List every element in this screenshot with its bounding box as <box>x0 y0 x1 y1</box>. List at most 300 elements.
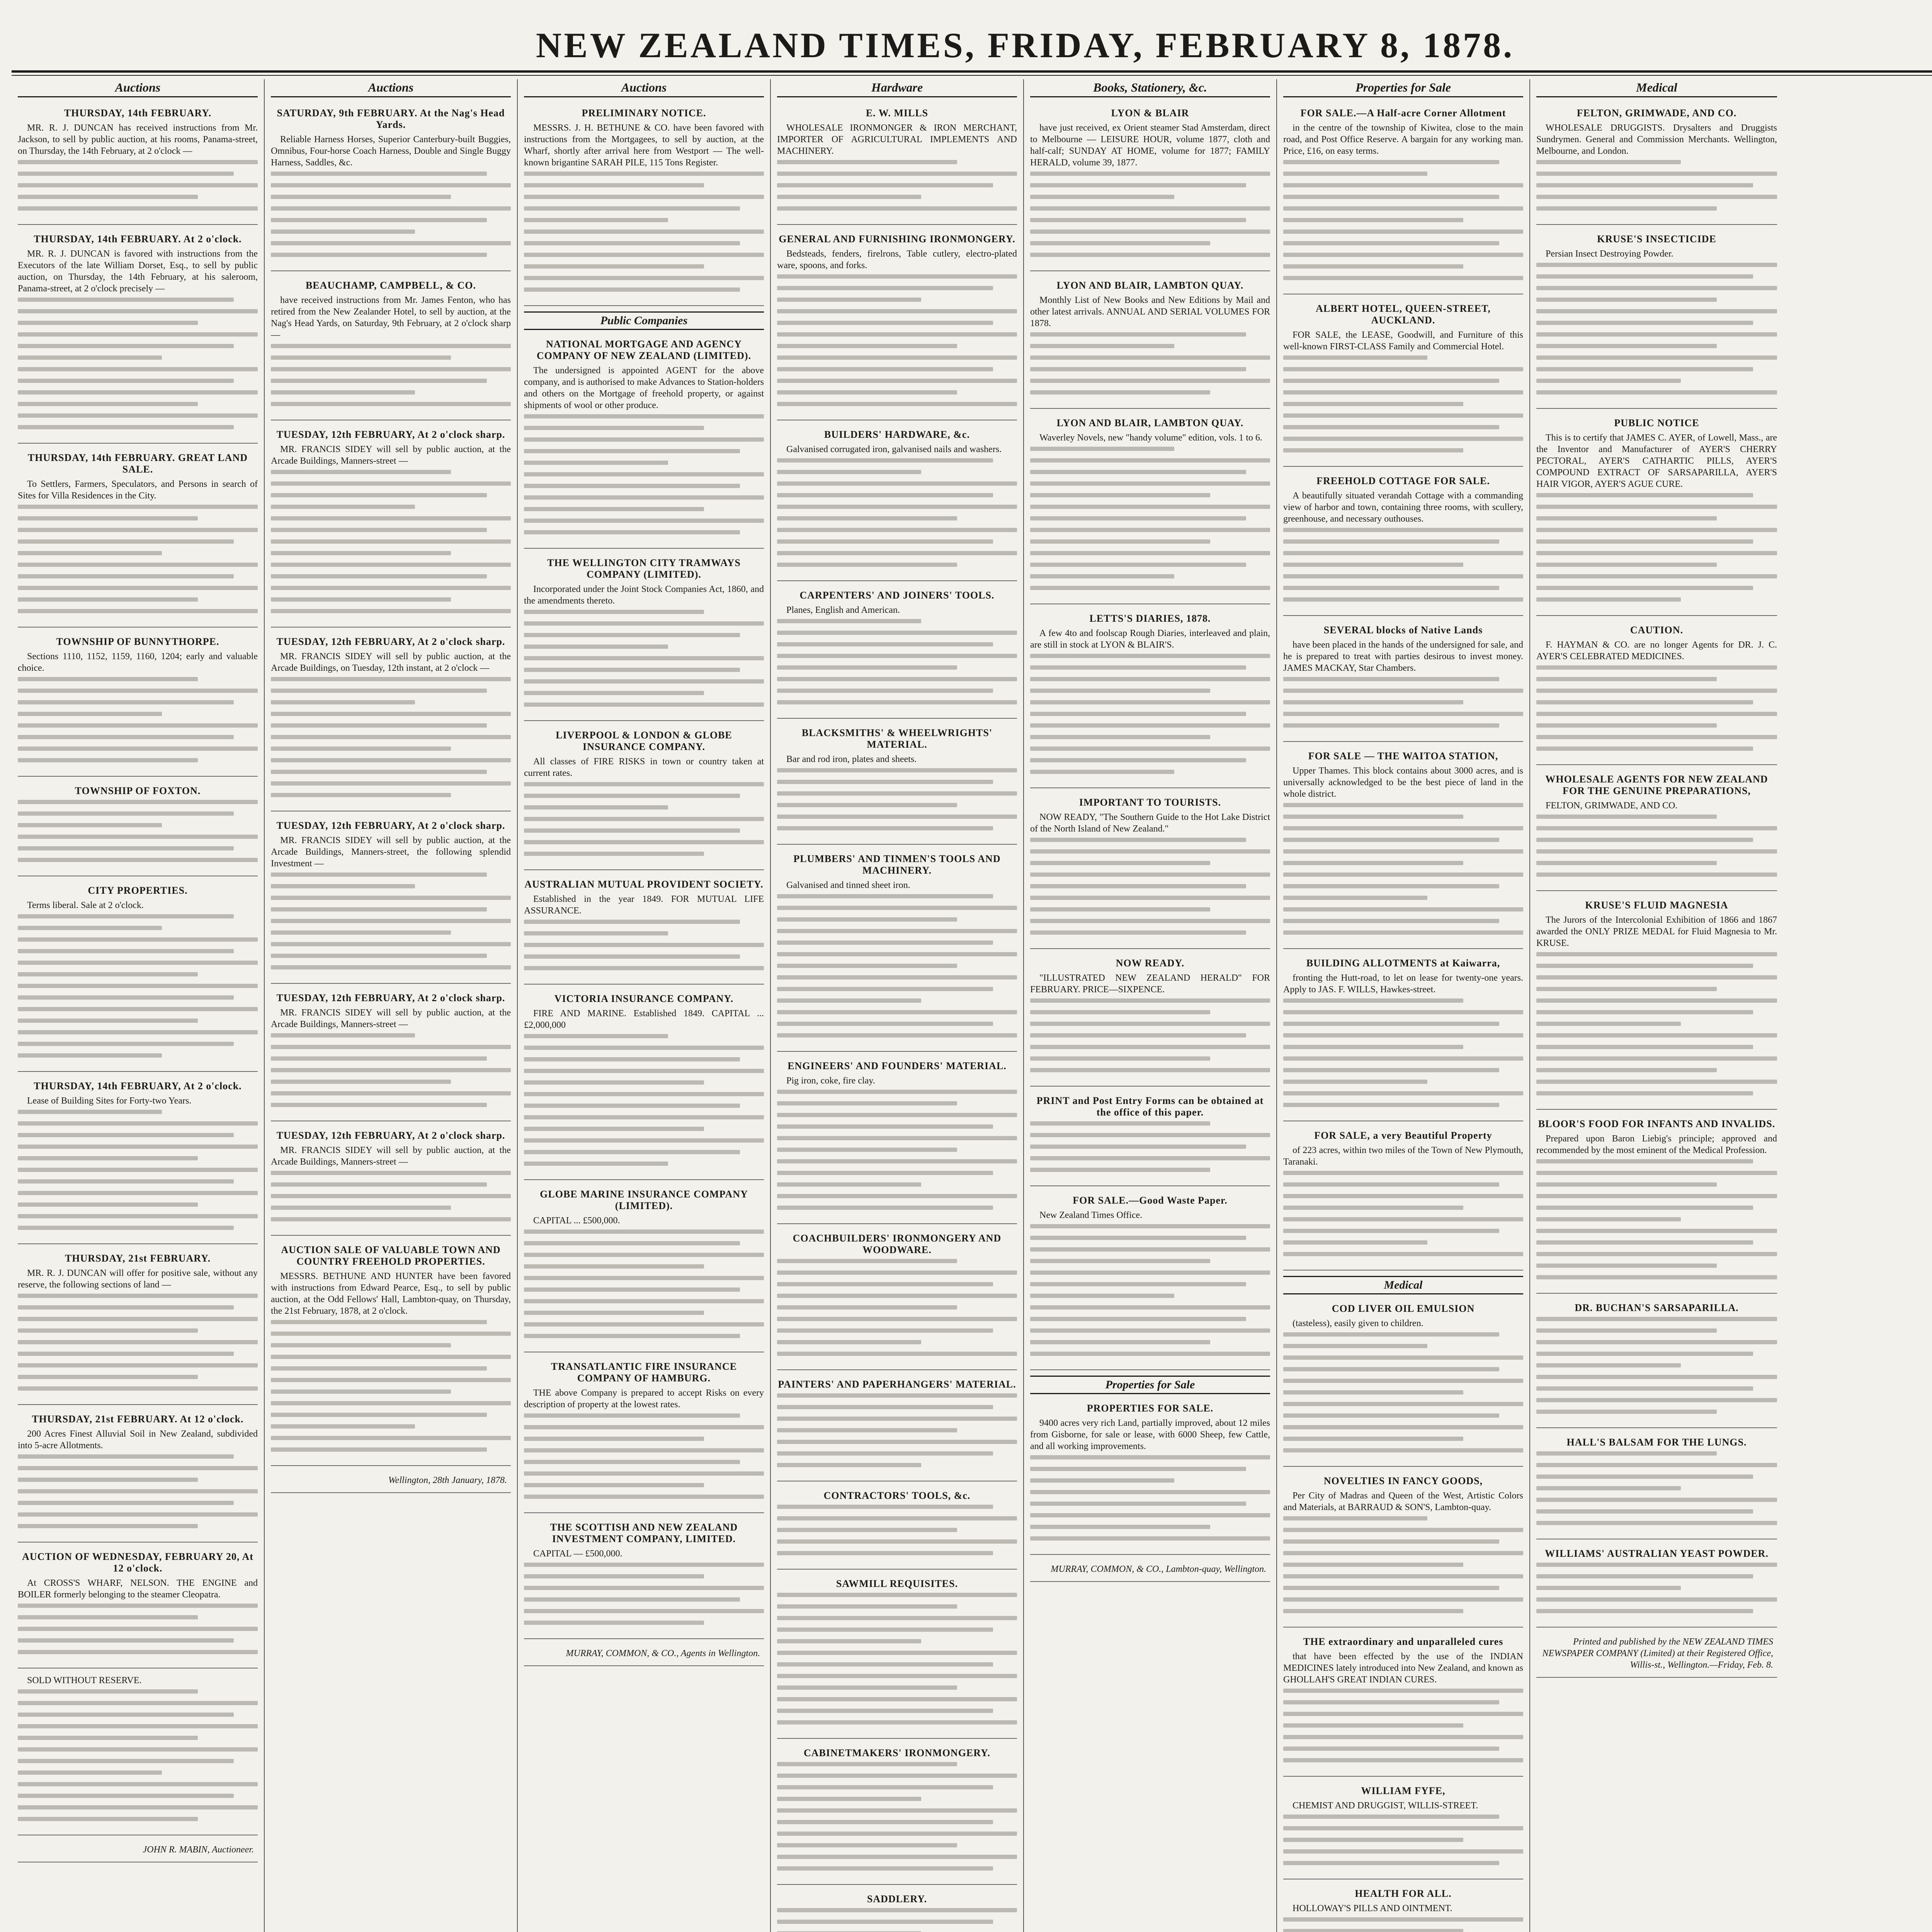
small-print-line <box>1030 758 1246 762</box>
small-print-line <box>524 794 740 798</box>
advertisement <box>271 1125 511 1236</box>
small-print-line <box>271 735 511 739</box>
small-print-line <box>777 1148 957 1152</box>
small-print-line <box>1283 930 1523 935</box>
ad-heading: WILLIAMS' AUSTRALIAN YEAST POWDER. <box>1545 1548 1769 1559</box>
small-print-line <box>1030 172 1270 176</box>
ad-body: Waverley Novels, new "handy volume" edition, vols. 1 to 6. <box>1039 433 1262 443</box>
small-print-line <box>271 206 511 211</box>
ad-heading: KRUSE'S FLUID MAGNESIA <box>1585 900 1728 911</box>
advertisement <box>524 1184 764 1352</box>
small-print-line <box>1283 1022 1499 1026</box>
small-print-line <box>1030 1536 1270 1541</box>
small-print-line <box>1536 321 1753 325</box>
small-print-line <box>271 241 511 245</box>
advertisement <box>18 1409 258 1543</box>
small-print-line <box>1030 493 1210 497</box>
advertisement <box>18 447 258 628</box>
small-print-line <box>524 449 740 453</box>
advertisement <box>1283 1471 1523 1628</box>
small-print-line <box>1030 1168 1210 1172</box>
small-print-line <box>1536 1171 1777 1175</box>
signature-text: Wellington, 28th January, 1878. <box>388 1475 507 1485</box>
small-print-line <box>1030 206 1270 211</box>
small-print-line <box>1030 528 1270 532</box>
small-print-line <box>1536 1022 1681 1026</box>
small-print-line <box>777 321 993 325</box>
small-print-line <box>18 1030 258 1034</box>
small-print-line <box>1283 1390 1463 1395</box>
small-print-line <box>18 689 258 693</box>
small-print-line <box>524 621 764 626</box>
small-print-line <box>1536 861 1717 865</box>
ad-heading: PUBLIC NOTICE <box>1614 417 1699 429</box>
small-print-line <box>524 782 764 786</box>
small-print-line <box>1536 390 1777 395</box>
ad-body: NOW READY, "The Southern Guide to the Hot Lake District of the North Island of New Zealand." <box>1030 812 1270 834</box>
small-print-line <box>271 1091 511 1095</box>
small-print-line <box>777 390 957 395</box>
small-print-line <box>1030 516 1246 520</box>
small-print-line <box>18 1817 198 1821</box>
small-print-line <box>777 1908 1017 1912</box>
small-print-line <box>1030 183 1246 187</box>
ad-body: A beautifully situated verandah Cottage with a commanding view of harbor and town, containing three rooms, with scullery, greenhouse, and necessary outhouses. <box>1283 491 1523 524</box>
small-print-line <box>1536 1194 1777 1198</box>
small-print-line <box>1536 838 1753 842</box>
small-print-line <box>777 1294 1017 1298</box>
advertisement <box>18 1672 258 1835</box>
small-print-line <box>271 1343 451 1347</box>
small-print-line <box>1283 1586 1499 1590</box>
small-print-line <box>18 1724 258 1728</box>
small-print-line <box>18 1328 198 1333</box>
small-print-line <box>18 355 162 360</box>
small-print-line <box>524 1057 740 1061</box>
small-print-line <box>18 700 234 704</box>
small-print-line <box>1536 1410 1717 1414</box>
small-print-line <box>777 619 921 623</box>
ad-heading: AUCTION OF WEDNESDAY, FEBRUARY 20, At 12 o'clock. <box>22 1551 253 1574</box>
small-print-line <box>524 230 764 234</box>
small-print-line <box>777 1328 993 1333</box>
small-print-line <box>1283 1747 1499 1751</box>
advertisement <box>777 1374 1017 1481</box>
small-print-line <box>777 298 921 302</box>
small-print-line <box>18 390 258 395</box>
small-print-line <box>1030 458 1270 463</box>
small-print-line <box>777 1528 957 1532</box>
small-print-line <box>1030 344 1174 348</box>
column-footer <box>18 1839 258 1862</box>
small-print-line <box>271 390 415 395</box>
small-print-line <box>271 758 511 762</box>
column-7 <box>1530 79 1783 1932</box>
ad-body: in the centre of the township of Kiwitea, close to the main road, and Post Office Reserve. A bargain for any working man. Price, £16, on easy terms. <box>1283 123 1523 156</box>
small-print-line <box>1283 1826 1523 1830</box>
small-print-line <box>777 780 993 784</box>
small-print-line <box>524 461 668 465</box>
small-print-line <box>1030 1068 1270 1072</box>
small-print-line <box>18 1805 258 1810</box>
ad-body: MESSRS. BETHUNE AND HUNTER have been favored with instructions from Edward Pearce, Esq., to sell by public auction, at the Odd Fellows' Hall, Lambton-quay, on Thursday, the 21st February, 1878, at 2 o'clock. <box>271 1271 511 1316</box>
small-print-line <box>1283 1539 1499 1544</box>
small-print-line <box>271 1068 511 1072</box>
ad-body: MR. R. J. DUNCAN is favored with instructions from the Executors of the late William Dorset, Esq., to sell by public auction, on Thursday, the 14th February, at his saleroom, Panama-street, at 2 o'clock precisely — <box>18 249 258 294</box>
small-print-line <box>1536 1010 1753 1014</box>
small-print-line <box>1030 770 1174 774</box>
column-6 <box>1277 79 1530 1932</box>
column-2 <box>265 79 518 1932</box>
ad-heading: NATIONAL MORTGAGE AND AGENCY COMPANY OF NEW ZEALAND (LIMITED). <box>536 338 752 361</box>
small-print-line <box>1283 815 1463 819</box>
small-print-line <box>1030 1247 1270 1252</box>
ad-body: MR. FRANCIS SIDEY will sell by public auction, at the Arcade Buildings, Manners-street — <box>271 1008 511 1029</box>
ad-heading: CITY PROPERTIES. <box>88 885 188 896</box>
small-print-line <box>18 1501 234 1505</box>
small-print-line <box>18 1110 162 1114</box>
small-print-line <box>18 1512 258 1517</box>
small-print-line <box>1283 1182 1499 1187</box>
small-print-line <box>1030 1236 1246 1240</box>
small-print-line <box>1283 677 1499 681</box>
ad-heading: AUCTION SALE OF VALUABLE TOWN AND COUNTRY FREEHOLD PROPERTIES. <box>281 1244 501 1267</box>
small-print-line <box>524 954 740 959</box>
signature-text: Printed and published by the NEW ZEALAND TIMES NEWSPAPER COMPANY (Limited) at their Registered Office, Willis-st., Wellington.—Friday, Feb. 8. <box>1542 1637 1773 1670</box>
advertisement <box>18 1248 258 1405</box>
small-print-line <box>1283 1355 1523 1360</box>
small-print-line <box>1030 586 1270 590</box>
small-print-line <box>777 1616 1017 1620</box>
small-print-line <box>1283 206 1523 211</box>
small-print-line <box>1536 379 1681 383</box>
small-print-line <box>524 805 668 810</box>
advertisement <box>777 1573 1017 1739</box>
advertisement <box>777 849 1017 1052</box>
small-print-line <box>777 1090 1017 1094</box>
small-print-line <box>271 505 415 509</box>
column-4 <box>771 79 1024 1932</box>
small-print-line <box>1536 505 1777 509</box>
small-print-line <box>777 1463 921 1467</box>
small-print-line <box>524 1241 740 1245</box>
small-print-line <box>1283 803 1523 807</box>
ad-body: THE above Company is prepared to accept Risks on every description of property at the lowest rates. <box>524 1388 764 1410</box>
small-print-line <box>1283 849 1523 854</box>
small-print-line <box>271 344 511 348</box>
ad-heading: CONTRACTORS' TOOLS, &c. <box>823 1490 971 1501</box>
small-print-line <box>524 943 764 947</box>
advertisement <box>271 815 511 984</box>
small-print-line <box>777 1124 993 1129</box>
small-print-line <box>1283 1240 1427 1245</box>
small-print-line <box>1283 437 1523 441</box>
small-print-line <box>1536 1317 1777 1321</box>
small-print-line <box>18 995 234 1000</box>
small-print-line <box>18 735 234 739</box>
small-print-line <box>18 677 198 681</box>
small-print-line <box>1283 367 1523 371</box>
ad-heading: LIVERPOOL & LONDON & GLOBE INSURANCE COMPANY. <box>556 730 732 752</box>
small-print-line <box>524 253 764 257</box>
ad-heading: FELTON, GRIMWADE, AND CO. <box>1577 107 1737 119</box>
small-print-line <box>18 914 234 918</box>
small-print-line <box>777 458 993 463</box>
small-print-line <box>1283 1712 1523 1716</box>
small-print-line <box>777 768 1017 772</box>
small-print-line <box>1536 975 1777 980</box>
small-print-line <box>1030 861 1210 865</box>
small-print-line <box>524 702 764 707</box>
small-print-line <box>271 1413 487 1417</box>
small-print-line <box>1030 390 1210 395</box>
small-print-line <box>1030 1270 1270 1275</box>
small-print-line <box>18 1202 198 1207</box>
small-print-line <box>271 1401 511 1405</box>
small-print-line <box>524 1621 704 1625</box>
small-print-line <box>1536 1352 1753 1356</box>
advertisement <box>18 631 258 777</box>
small-print-line <box>1536 1033 1777 1037</box>
advertisement <box>1536 769 1777 891</box>
small-print-line <box>18 823 162 827</box>
small-print-line <box>271 1045 511 1049</box>
small-print-line <box>777 803 957 807</box>
small-print-line <box>1283 1217 1523 1221</box>
ad-heading: PRELIMINARY NOTICE. <box>582 107 706 119</box>
small-print-line <box>1030 1317 1246 1321</box>
small-print-line <box>524 519 764 523</box>
subsection-heading: Properties for Sale <box>1030 1376 1270 1394</box>
small-print-line <box>777 1113 1017 1117</box>
small-print-line <box>18 183 258 187</box>
small-print-line <box>18 1340 258 1344</box>
section-heading: Hardware <box>777 79 1017 97</box>
small-print-line <box>777 1604 957 1609</box>
advertisement <box>1536 1298 1777 1428</box>
small-print-line <box>18 846 234 850</box>
small-print-line <box>1536 1463 1777 1467</box>
advertisement <box>524 988 764 1180</box>
advertisement <box>777 585 1017 719</box>
small-print-line <box>524 1115 764 1119</box>
ad-body: MR. R. J. DUNCAN has received instructions from Mr. Jackson, to sell by public auction, at his rooms, Panama-street, on Thursday, the 14th February, at 2 o'clock — <box>18 123 258 156</box>
small-print-line <box>1030 872 1270 877</box>
small-print-line <box>524 668 740 672</box>
small-print-line <box>18 172 234 176</box>
small-print-line <box>1536 586 1753 590</box>
small-print-line <box>18 563 258 567</box>
small-print-line <box>1536 964 1753 968</box>
small-print-line <box>271 1206 451 1210</box>
ad-body: New Zealand Times Office. <box>1039 1210 1143 1220</box>
small-print-line <box>777 654 1017 658</box>
small-print-line <box>1536 1574 1753 1578</box>
small-print-line <box>524 1150 740 1154</box>
advertisement <box>1283 1631 1523 1777</box>
small-print-line <box>1536 826 1777 830</box>
small-print-line <box>1283 1033 1523 1037</box>
small-print-line <box>1283 1758 1523 1762</box>
small-print-line <box>18 1352 234 1356</box>
advertisement <box>777 1056 1017 1224</box>
section-heading: Auctions <box>18 79 258 97</box>
small-print-line <box>1283 1367 1499 1371</box>
small-print-line <box>1030 677 1270 681</box>
small-print-line <box>1283 1563 1463 1567</box>
ad-heading: WHOLESALE AGENTS FOR NEW ZEALAND FOR THE GENUINE PREPARATIONS, <box>1545 774 1768 796</box>
ad-heading: KRUSE'S INSECTICIDE <box>1597 233 1716 245</box>
small-print-line <box>777 1451 993 1456</box>
ad-body: A few 4to and foolscap Rough Diaries, interleaved and plain, are still in stock at LYON & BLAIR'S. <box>1030 628 1270 650</box>
small-print-line <box>18 1053 162 1058</box>
small-print-line <box>1030 539 1210 544</box>
small-print-line <box>18 1226 234 1230</box>
small-print-line <box>1283 838 1499 842</box>
small-print-line <box>524 1311 704 1315</box>
small-print-line <box>271 493 487 497</box>
small-print-line <box>777 677 1017 681</box>
ad-body: Upper Thames. This block contains about 3000 acres, and is universally acknowledged to be the best piece of land in the whole district. <box>1283 766 1523 799</box>
small-print-line <box>524 414 764 418</box>
ad-body: MR. FRANCIS SIDEY will sell by public auction, at the Arcade Buildings, Manners-street, the following splendid Investment — <box>271 835 511 869</box>
ad-heading: BLACKSMITHS' & WHEELWRIGHTS' MATERIAL. <box>801 727 993 750</box>
small-print-line <box>271 1447 487 1452</box>
advertisement <box>1030 413 1270 604</box>
small-print-line <box>1536 1486 1681 1490</box>
advertisement <box>777 229 1017 420</box>
small-print-line <box>1030 1133 1270 1137</box>
small-print-line <box>1030 1056 1210 1061</box>
ad-body: CAPITAL ... £500,000. <box>533 1216 620 1226</box>
small-print-line <box>524 1460 740 1464</box>
small-print-line <box>1536 1045 1753 1049</box>
small-print-line <box>524 1586 764 1590</box>
small-print-line <box>1283 907 1523 912</box>
small-print-line <box>271 355 451 360</box>
ad-heading: TRANSATLANTIC FIRE INSURANCE COMPANY OF HAMBURG. <box>551 1361 737 1384</box>
small-print-line <box>1536 172 1777 176</box>
advertisement <box>1030 1398 1270 1555</box>
advertisement <box>1283 103 1523 294</box>
small-print-line <box>777 1022 993 1026</box>
small-print-line <box>1030 355 1270 360</box>
small-print-line <box>777 1785 993 1789</box>
small-print-line <box>524 1069 764 1073</box>
small-print-line <box>271 689 487 693</box>
small-print-line <box>524 828 740 833</box>
small-print-line <box>18 1466 258 1470</box>
ad-body: (tasteless), easily given to children. <box>1293 1318 1423 1328</box>
small-print-line <box>1536 1509 1753 1514</box>
small-print-line <box>1536 1398 1777 1402</box>
small-print-line <box>777 1136 1017 1140</box>
small-print-line <box>18 1042 234 1046</box>
small-print-line <box>18 597 198 602</box>
ad-body: have just received, ex Orient steamer Stad Amsterdam, direct to Melbourne — LEISURE HOUR, volume 1877, cloth and half-calf; SUNDAY AT HOME, volume for 1877; FAMILY HERALD, volume 39, 1877. <box>1030 123 1270 168</box>
small-print-line <box>1030 838 1246 842</box>
small-print-line <box>271 930 451 935</box>
small-print-line <box>524 931 668 935</box>
small-print-line <box>1030 907 1210 912</box>
advertisement <box>18 1076 258 1244</box>
ad-body: CAPITAL — £500,000. <box>533 1549 622 1559</box>
advertisement <box>1536 1543 1777 1628</box>
ad-body: Galvanised and tinned sheet iron. <box>786 880 910 890</box>
small-print-line <box>1283 884 1499 888</box>
small-print-line <box>777 344 957 348</box>
small-print-line <box>777 826 993 830</box>
small-print-line <box>1030 896 1270 900</box>
small-print-line <box>1283 1437 1463 1441</box>
small-print-line <box>1283 1344 1427 1348</box>
masthead-title: NEW ZEALAND TIMES, FRIDAY, FEBRUARY 8, 1878. <box>536 26 1515 65</box>
ad-body: At CROSS'S WHARF, NELSON. THE ENGINE and BOILER formerly belonging to the steamer Cleopatra. <box>18 1578 258 1600</box>
advertisement <box>524 103 764 306</box>
ad-body: MR. FRANCIS SIDEY will sell by public auction, at the Arcade Buildings, on Tuesday, 12th instant, at 2 o'clock — <box>271 651 511 673</box>
advertisement <box>1283 620 1523 742</box>
advertisement <box>1283 746 1523 949</box>
advertisement <box>524 334 764 549</box>
small-print-line <box>1536 689 1777 693</box>
small-print-line <box>524 241 740 245</box>
small-print-line <box>271 1389 451 1394</box>
small-print-line <box>1536 998 1777 1003</box>
ad-body: Galvanised corrugated iron, galvanised nails and washers. <box>786 444 1002 454</box>
small-print-line <box>1030 505 1270 509</box>
small-print-line <box>1283 872 1523 877</box>
small-print-line <box>1030 1259 1210 1263</box>
small-print-line <box>777 940 993 945</box>
small-print-line <box>1283 919 1499 923</box>
small-print-line <box>1536 1217 1681 1221</box>
small-print-line <box>777 1101 957 1105</box>
small-print-line <box>271 677 511 681</box>
small-print-line <box>271 1332 511 1336</box>
advertisement <box>18 781 258 876</box>
advertisement <box>777 1743 1017 1885</box>
advertisement <box>524 1517 764 1639</box>
ad-heading: FOR SALE, a very Beautiful Property <box>1314 1130 1492 1141</box>
small-print-line <box>1283 539 1499 544</box>
masthead-rule <box>12 70 1932 73</box>
small-print-line <box>18 937 258 942</box>
small-print-line <box>18 949 234 953</box>
advertisement <box>18 1546 258 1668</box>
small-print-line <box>1536 183 1753 187</box>
ad-body: To Settlers, Farmers, Speculators, and Persons in search of Sites for Villa Residences in the City. <box>18 479 258 501</box>
ad-body: that have been effected by the use of the INDIAN MEDICINES lately introduced into New Zealand, and known as GHOLLAH'S GREAT INDIAN CURES. <box>1283 1651 1523 1685</box>
small-print-line <box>777 470 921 474</box>
ad-heading: ALBERT HOTEL, QUEEN-STREET, AUCKLAND. <box>1316 303 1491 326</box>
small-print-line <box>524 472 764 476</box>
small-print-line <box>777 1843 957 1847</box>
ad-body: All classes of FIRE RISKS in town or country taken at current rates. <box>524 757 764 778</box>
small-print-line <box>777 1206 993 1210</box>
small-print-line <box>271 609 511 613</box>
small-print-line <box>18 402 198 406</box>
advertisement <box>271 275 511 420</box>
small-print-line <box>1536 1498 1777 1502</box>
small-print-line <box>1536 528 1777 532</box>
ad-body: Established in the year 1849. FOR MUTUAL LIFE ASSURANCE. <box>524 894 764 916</box>
small-print-line <box>1283 241 1499 245</box>
small-print-line <box>1283 1838 1463 1842</box>
signature-text: JOHN R. MABIN, Auctioneer. <box>143 1845 254 1855</box>
small-print-line <box>1536 344 1717 348</box>
small-print-line <box>1030 747 1270 751</box>
ad-heading: GENERAL AND FURNISHING IRONMONGERY. <box>779 233 1015 245</box>
